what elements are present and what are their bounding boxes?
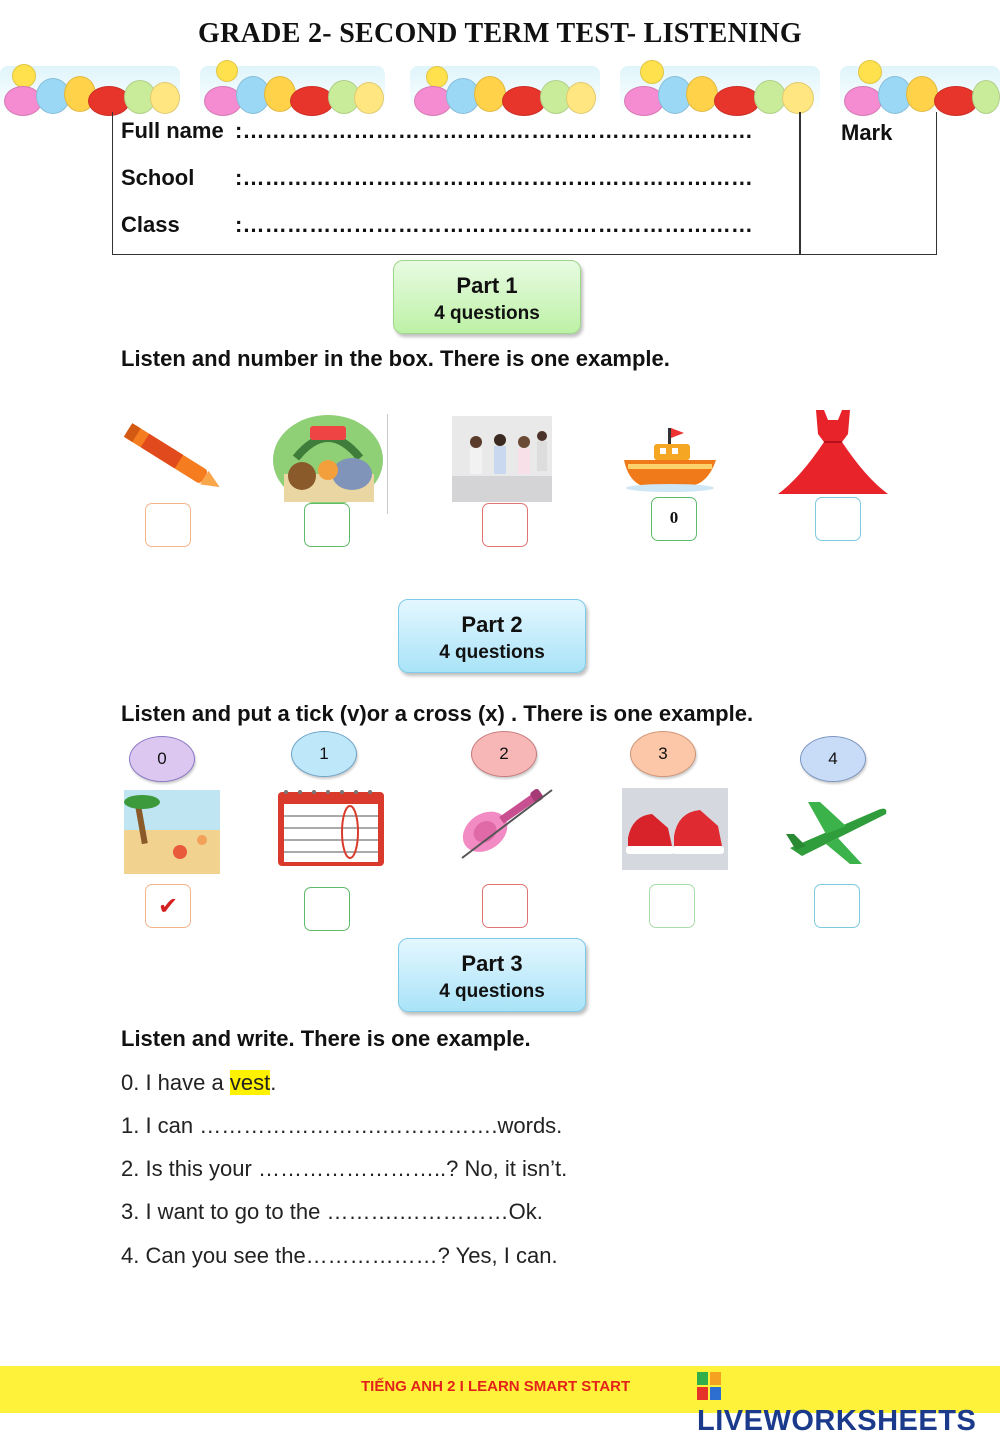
number-badge xyxy=(800,736,866,782)
balloon-group xyxy=(200,58,385,118)
zoo-image xyxy=(272,414,384,506)
example-tick-box xyxy=(145,884,191,928)
sneakers-image xyxy=(622,788,728,870)
example-sentence xyxy=(121,1070,276,1096)
answer-box[interactable] xyxy=(482,884,528,928)
part3-instruction: Listen and write. There is one example. xyxy=(121,1026,531,1051)
balloon-group xyxy=(620,58,820,118)
example-answer-box xyxy=(651,497,697,541)
page-title: GRADE 2- SECOND TERM TEST- LISTENING xyxy=(198,18,802,49)
school-label: School xyxy=(121,165,195,190)
class-field[interactable]: :…………………………………………………………… xyxy=(235,212,754,237)
tick-mark: ✔ xyxy=(157,892,179,920)
class-row[interactable] xyxy=(121,212,753,238)
number-label: 3 xyxy=(658,744,668,763)
school-row[interactable] xyxy=(121,165,753,191)
dress-image xyxy=(776,408,890,498)
answer-box[interactable] xyxy=(304,887,350,931)
answer-box[interactable] xyxy=(815,497,861,541)
number-label: 2 xyxy=(499,744,509,763)
liveworksheets-logo-icon xyxy=(697,1372,721,1400)
part2-instruction: Listen and put a tick (v)or a cross (x) . There is one example. xyxy=(121,701,754,726)
part1-instruction: Listen and number in the box. There is one example. xyxy=(121,346,670,371)
part2-questions: 4 questions xyxy=(439,642,545,663)
image-divider xyxy=(387,414,388,514)
answer-box[interactable] xyxy=(482,503,528,547)
question-sentence-1[interactable]: 1. I can …………………….…………….words. xyxy=(121,1113,563,1138)
full-name-label: Full name xyxy=(121,118,224,143)
part3-header xyxy=(398,938,586,1012)
answer-box[interactable] xyxy=(145,503,191,547)
answer-box[interactable] xyxy=(304,503,350,547)
calendar-image xyxy=(276,786,386,868)
mark-label: Mark xyxy=(841,120,893,145)
part2-title: Part 2 xyxy=(461,612,523,637)
part1-questions: 4 questions xyxy=(434,303,540,324)
number-label: 4 xyxy=(828,749,838,768)
balloon-group xyxy=(840,58,1000,118)
example-answer-highlight: vest xyxy=(229,1070,271,1095)
crayon-image xyxy=(116,418,230,498)
number-label: 0 xyxy=(157,749,167,768)
question-sentence-3[interactable]: 3. I want to go to the ……….……………Ok. xyxy=(121,1199,543,1224)
number-badge xyxy=(471,731,537,777)
answer-box[interactable] xyxy=(814,884,860,928)
children-image xyxy=(452,416,552,502)
part1-header xyxy=(393,260,581,334)
balloon-banner xyxy=(0,58,1000,118)
question-sentence-2[interactable]: 2. Is this your ……………………..? No, it isn’t. xyxy=(121,1156,568,1181)
number-badge xyxy=(630,731,696,777)
school-field[interactable]: :…………………………………………………………… xyxy=(235,165,754,190)
class-label: Class xyxy=(121,212,180,237)
question-sentence-4[interactable]: 4. Can you see the………………? Yes, I can. xyxy=(121,1243,558,1268)
table-divider xyxy=(799,112,801,254)
student-info-table xyxy=(112,112,937,255)
beach-image xyxy=(124,790,220,874)
footer-text: TIẾNG ANH 2 I LEARN SMART START xyxy=(361,1378,631,1395)
number-badge xyxy=(291,731,357,777)
number-badge xyxy=(129,736,195,782)
brand[interactable] xyxy=(697,1372,1000,1438)
full-name-field[interactable]: :…………………………………………………………… xyxy=(235,118,754,143)
boat-image xyxy=(620,426,720,494)
full-name-row[interactable] xyxy=(121,118,753,144)
part3-questions: 4 questions xyxy=(439,981,545,1002)
violin-image xyxy=(442,780,556,864)
sentence-text: 0. I have a xyxy=(121,1070,230,1095)
example-answer: 0 xyxy=(669,508,679,527)
airplane-image xyxy=(782,796,890,866)
balloon-group xyxy=(410,58,600,118)
part1-title: Part 1 xyxy=(456,273,518,298)
answer-box[interactable] xyxy=(649,884,695,928)
brand-name: LIVEWORKSHEETS xyxy=(697,1405,977,1437)
footer-bar xyxy=(0,1366,1000,1437)
sentence-text: . xyxy=(270,1070,277,1095)
part3-title: Part 3 xyxy=(461,951,523,976)
balloon-group xyxy=(0,58,180,118)
number-label: 1 xyxy=(319,744,329,763)
part2-header xyxy=(398,599,586,673)
